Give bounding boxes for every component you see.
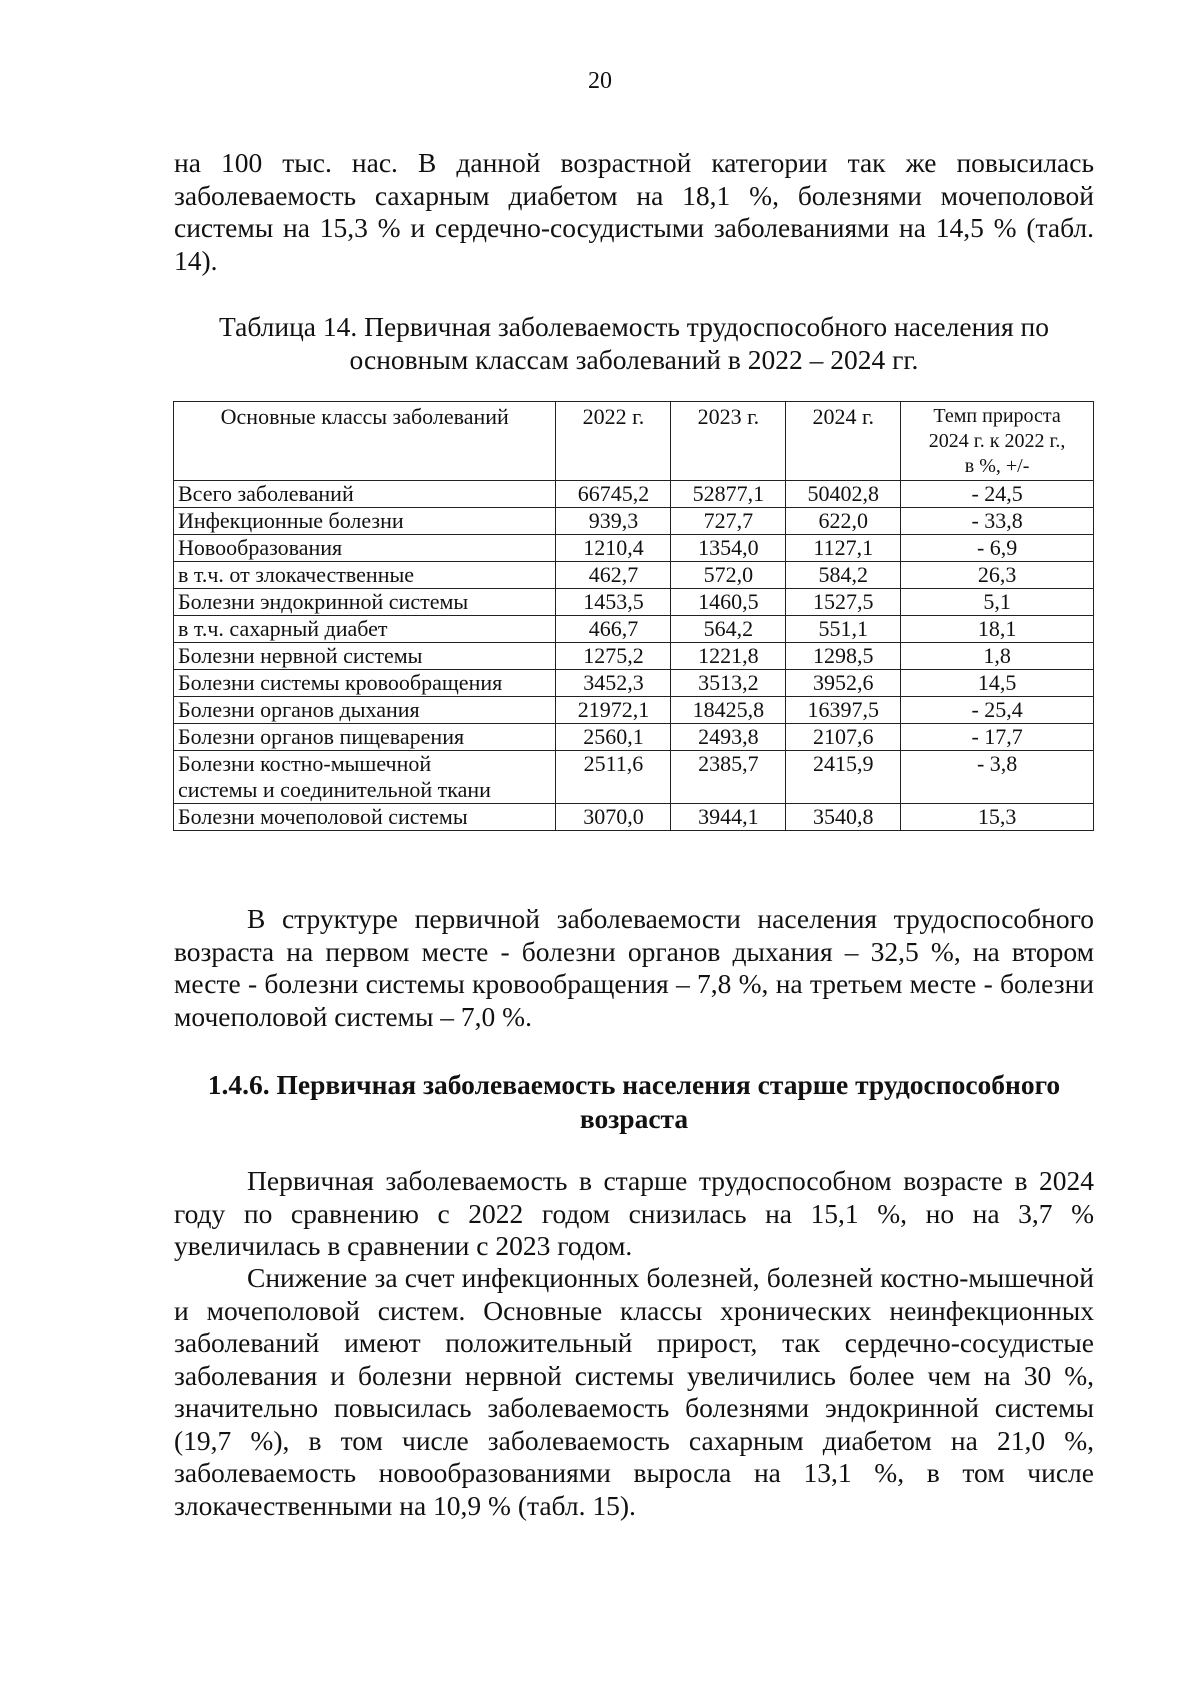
header-2022: 2022 г. — [556, 402, 671, 481]
cell-2023: 564,2 — [671, 616, 786, 643]
cell-growth: 26,3 — [901, 562, 1094, 589]
elderly-paragraph-1: Первичная заболеваемость в старше трудоспособном возрасте в 2024 году по сравнению с 2022 годом снизилась на 15,1 %, но на 3,7 % увеличилась в сравнении с 2023 годом. — [174, 1165, 1094, 1261]
morbidity-table — [173, 401, 1094, 831]
table-caption-line: Таблица 14. Первичная заболеваемость трудоспособного населения по — [219, 311, 1049, 342]
intro-paragraph: на 100 тыс. нас. В данной возрастной категории так же повысилась заболеваемость сахарным диабетом на 18,1 %, болезнями мочеполовой системы на 15,3 % и сердечно-сосудистыми заболеваниями на 14,5 % (табл. 14). — [174, 147, 1094, 276]
table-row — [174, 670, 1094, 697]
cell-2024: 584,2 — [786, 562, 901, 589]
cell-2024: 1527,5 — [786, 589, 901, 616]
cell-growth: 15,3 — [901, 804, 1094, 831]
table-row — [174, 697, 1094, 724]
cell-2023: 52877,1 — [671, 481, 786, 508]
table-caption-line: основным классам заболеваний в 2022 – 2024 гг. — [349, 344, 919, 375]
cell-2022: 66745,2 — [556, 481, 671, 508]
cell-2024: 2107,6 — [786, 724, 901, 751]
page-number: 20 — [588, 68, 612, 94]
cell-2024: 50402,8 — [786, 481, 901, 508]
cell-2023: 727,7 — [671, 508, 786, 535]
cell-2022: 939,3 — [556, 508, 671, 535]
cell-2024: 1298,5 — [786, 643, 901, 670]
header-2024: 2024 г. — [786, 402, 901, 481]
row-name-line: системы и соединительной ткани — [178, 777, 491, 802]
section-heading-line: возраста — [579, 1103, 689, 1134]
cell-growth: 5,1 — [901, 589, 1094, 616]
cell-2022: 1275,2 — [556, 643, 671, 670]
row-name — [174, 751, 556, 804]
cell-2022: 1210,4 — [556, 535, 671, 562]
row-name: в т.ч. от злокачественные — [174, 562, 556, 589]
header-growth-line: Темп прироста — [933, 405, 1061, 427]
cell-2023: 18425,8 — [671, 697, 786, 724]
cell-growth: - 33,8 — [901, 508, 1094, 535]
structure-paragraph: В структуре первичной заболеваемости населения трудоспособного возраста на первом месте - болезни органов дыхания – 32,5 %, на втором месте - болезни системы кровообращения – 7,8 %, на третьем месте - болезни мочеполовой системы – 7,0 %. — [174, 903, 1094, 1032]
cell-growth: - 25,4 — [901, 697, 1094, 724]
cell-growth: 1,8 — [901, 643, 1094, 670]
table-row — [174, 616, 1094, 643]
table-row — [174, 751, 1094, 804]
table-row — [174, 643, 1094, 670]
row-name: Болезни органов пищеварения — [174, 724, 556, 751]
cell-2024: 551,1 — [786, 616, 901, 643]
cell-2024: 1127,1 — [786, 535, 901, 562]
cell-2023: 1460,5 — [671, 589, 786, 616]
row-name: Болезни мочеполовой системы — [174, 804, 556, 831]
table-caption — [174, 310, 1094, 376]
row-name: в т.ч. сахарный диабет — [174, 616, 556, 643]
row-name-line: Болезни костно-мышечной — [178, 751, 432, 776]
section-heading-line: 1.4.6. Первичная заболеваемость населения старше трудоспособного — [207, 1069, 1061, 1100]
header-2023: 2023 г. — [671, 402, 786, 481]
cell-2022: 2511,6 — [556, 751, 671, 804]
cell-2023: 1221,8 — [671, 643, 786, 670]
cell-growth: - 17,7 — [901, 724, 1094, 751]
cell-2023: 3513,2 — [671, 670, 786, 697]
table-row — [174, 804, 1094, 831]
table-row — [174, 481, 1094, 508]
table-row — [174, 724, 1094, 751]
cell-growth: 14,5 — [901, 670, 1094, 697]
cell-2023: 572,0 — [671, 562, 786, 589]
cell-2022: 3070,0 — [556, 804, 671, 831]
cell-2022: 2560,1 — [556, 724, 671, 751]
cell-2022: 21972,1 — [556, 697, 671, 724]
row-name: Болезни системы кровообращения — [174, 670, 556, 697]
section-heading — [174, 1068, 1094, 1136]
header-growth-line: в %, +/- — [964, 455, 1030, 477]
row-name: Болезни эндокринной системы — [174, 589, 556, 616]
cell-2023: 3944,1 — [671, 804, 786, 831]
table-row — [174, 508, 1094, 535]
cell-growth: - 3,8 — [901, 751, 1094, 804]
cell-2022: 466,7 — [556, 616, 671, 643]
row-name: Всего заболеваний — [174, 481, 556, 508]
cell-growth: 18,1 — [901, 616, 1094, 643]
table-row — [174, 589, 1094, 616]
row-name: Болезни нервной системы — [174, 643, 556, 670]
header-disease-class: Основные классы заболеваний — [174, 402, 556, 481]
cell-2023: 2385,7 — [671, 751, 786, 804]
cell-growth: - 24,5 — [901, 481, 1094, 508]
elderly-paragraph-2: Снижение за счет инфекционных болезней, болезней костно-мышечной и мочеполовой систем. Основные классы хронических неинфекционных заболеваний имеют положительный прирост, так сердечно-сосудистые заболевания и болезни нервной системы увеличились более чем на 30 %, значительно повысилась заболеваемость болезнями эндокринной системы (19,7 %), в том числе заболеваемость сахарным диабетом на 21,0 %, заболеваемость новообразованиями выросла на 13,1 %, в том числе злокачественными на 10,9 % (табл. 15). — [174, 1262, 1094, 1521]
cell-2024: 16397,5 — [786, 697, 901, 724]
cell-2023: 2493,8 — [671, 724, 786, 751]
table-header-row — [174, 402, 1094, 481]
cell-2024: 2415,9 — [786, 751, 901, 804]
table-row — [174, 535, 1094, 562]
cell-2024: 622,0 — [786, 508, 901, 535]
cell-2024: 3540,8 — [786, 804, 901, 831]
table-row — [174, 562, 1094, 589]
cell-2022: 1453,5 — [556, 589, 671, 616]
header-growth-line: 2024 г. к 2022 г., — [928, 430, 1066, 452]
cell-growth: - 6,9 — [901, 535, 1094, 562]
row-name: Инфекционные болезни — [174, 508, 556, 535]
cell-2024: 3952,6 — [786, 670, 901, 697]
cell-2022: 3452,3 — [556, 670, 671, 697]
cell-2023: 1354,0 — [671, 535, 786, 562]
row-name: Болезни органов дыхания — [174, 697, 556, 724]
row-name: Новообразования — [174, 535, 556, 562]
cell-2022: 462,7 — [556, 562, 671, 589]
header-growth-rate — [901, 402, 1094, 481]
